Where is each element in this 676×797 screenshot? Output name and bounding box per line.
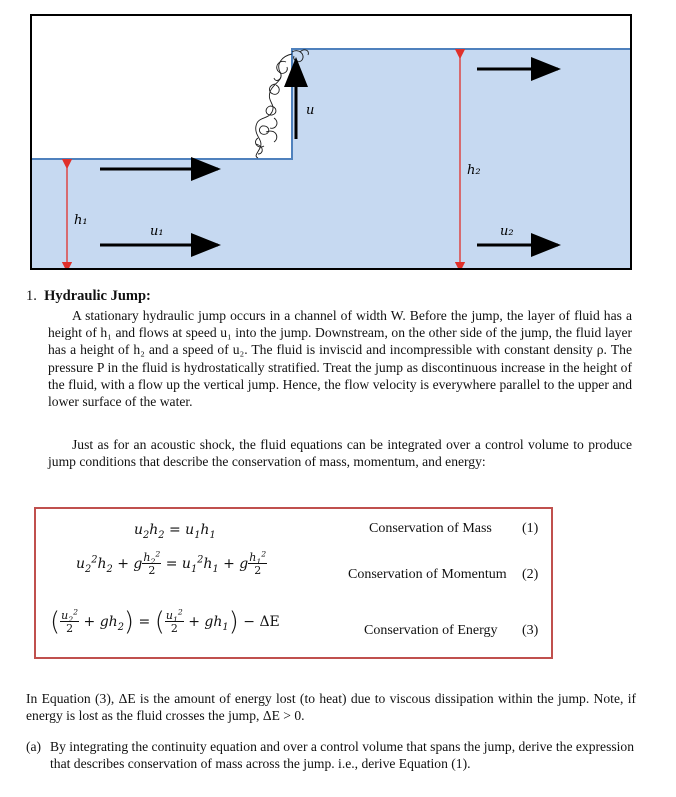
u1-label: u₁ bbox=[150, 224, 164, 239]
h2-label: h₂ bbox=[467, 163, 481, 178]
equation-number-1: (1) bbox=[522, 521, 539, 536]
problem-number: 1. bbox=[26, 288, 37, 304]
energy-note-paragraph: In Equation (3), ΔE is the amount of energy lost (to heat) due to viscous dissipation within the jump. Note, if energy is lost as the fluid crosses the jump, ΔE > 0. bbox=[26, 691, 636, 724]
label-energy: Conservation of Energy bbox=[364, 623, 498, 638]
u-label: u bbox=[306, 103, 315, 118]
equations-box bbox=[34, 507, 553, 659]
hydraulic-jump-figure bbox=[30, 14, 632, 270]
h1-label: h₁ bbox=[74, 213, 88, 228]
equation-mass: $u_2h_2 = u_1h_1$ bbox=[134, 522, 216, 541]
equation-number-2: (2) bbox=[522, 567, 539, 582]
label-momentum: Conservation of Momentum bbox=[348, 567, 507, 582]
label-mass: Conservation of Mass bbox=[369, 521, 492, 536]
problem-paragraph-2: Just as for an acoustic shock, the fluid equations can be integrated over a control volume to produce jump conditions that describe the conservation of mass, momentum, and energy: bbox=[48, 437, 632, 470]
equation-momentum: $u_2^2h_2 + g$ $\frac{h_2^2}{2}$ = $u_1^2h_1 + g$ $\frac{h_1^2}{2}$ bbox=[76, 549, 267, 577]
question-a bbox=[26, 738, 634, 772]
problem-title: Hydraulic Jump: bbox=[44, 288, 151, 304]
u2-label: u₂ bbox=[500, 224, 514, 239]
question-a-text: By integrating the continuity equation and over a control volume that spans the jump, derive the expression that describes conservation of mass across the jump. i.e., derive Equation (1). bbox=[50, 739, 635, 772]
problem-heading bbox=[26, 288, 151, 305]
equation-number-3: (3) bbox=[522, 623, 539, 638]
equation-energy: ( $\frac{u_2^2}{2}$ + $gh_2$) = ( $\frac{u_1^2}{2}$ + $gh_1) - \Delta E$ bbox=[50, 607, 280, 637]
question-a-label: (a) bbox=[26, 739, 42, 754]
problem-paragraph-1: A stationary hydraulic jump occurs in a channel of width W. Before the jump, the layer of fluid has a height of h₁ and flows at speed u₁ into the jump. Downstream, on the other side of the jump, the fluid layer has a height of h₂ and a speed of u₂. The fluid is inviscid and incompressible with constant density ρ. The pressure P in the fluid is hydrostatically stratified. Treat the jump as discontinuous increase in the height of the fluid, with a flow up the vertical jump. Hence, the flow velocity is everywhere parallel to the upper and lower surface of the water. bbox=[48, 308, 632, 410]
